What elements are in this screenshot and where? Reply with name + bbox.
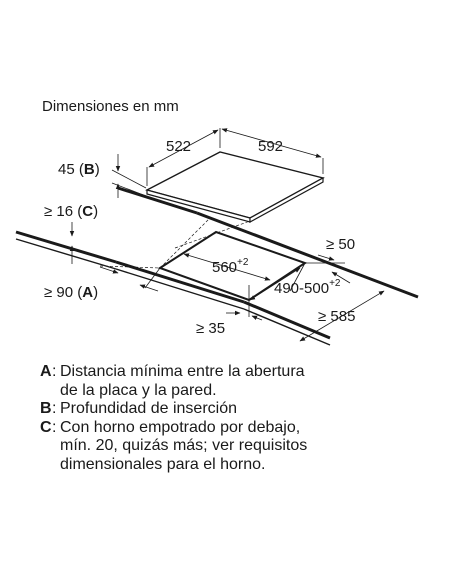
wall-gap-label: ≥ 90 (A) bbox=[44, 284, 99, 301]
worktop-depth-dimension bbox=[300, 291, 384, 341]
front-gap-label: ≥ 50 bbox=[326, 236, 356, 253]
legend-text: Profundidad de inserción bbox=[60, 400, 238, 417]
front-gap-dimension bbox=[305, 236, 355, 283]
worktop-depth-label: ≥ 585 bbox=[318, 308, 356, 325]
insert-depth-label: 45 (B) bbox=[58, 161, 100, 178]
legend-item-b: B : Profundidad de inserción bbox=[40, 400, 440, 419]
legend-item-a: A : Distancia mínima entre la abertura de la placa y la pared. bbox=[40, 363, 440, 400]
width-label: 592 bbox=[258, 138, 284, 155]
legend-item-c: C : Con horno empotrado por debajo, mín. 20, quizás más; ver requisitos dimensionales para el horno. bbox=[40, 419, 440, 475]
legend-key: B bbox=[40, 400, 52, 417]
cutout-width-label: $560^{+2}$ bbox=[212, 257, 249, 276]
side-gap-label: ≥ 35 bbox=[196, 320, 226, 337]
legend-key: A bbox=[40, 363, 52, 380]
legend bbox=[40, 363, 440, 474]
cutout-width-dimension bbox=[184, 254, 270, 280]
cutout-depth-label: $490-500^{+2}$ bbox=[274, 278, 341, 297]
legend-text: Distancia mínima entre la abertura de la placa y la pared. bbox=[60, 363, 305, 399]
depth-label: 522 bbox=[166, 138, 192, 155]
wall-gap-dimension bbox=[44, 267, 160, 301]
diagram-title: Dimensiones en mm bbox=[42, 98, 179, 115]
legend-text: Con horno empotrado por debajo, mín. 20, quizás más; ver requisitos dimensionales para el horno. bbox=[60, 418, 308, 473]
cooktop-panel bbox=[147, 152, 323, 222]
legend-key: C bbox=[40, 418, 52, 436]
oven-gap-label: ≥ 16 (C) bbox=[44, 203, 99, 220]
